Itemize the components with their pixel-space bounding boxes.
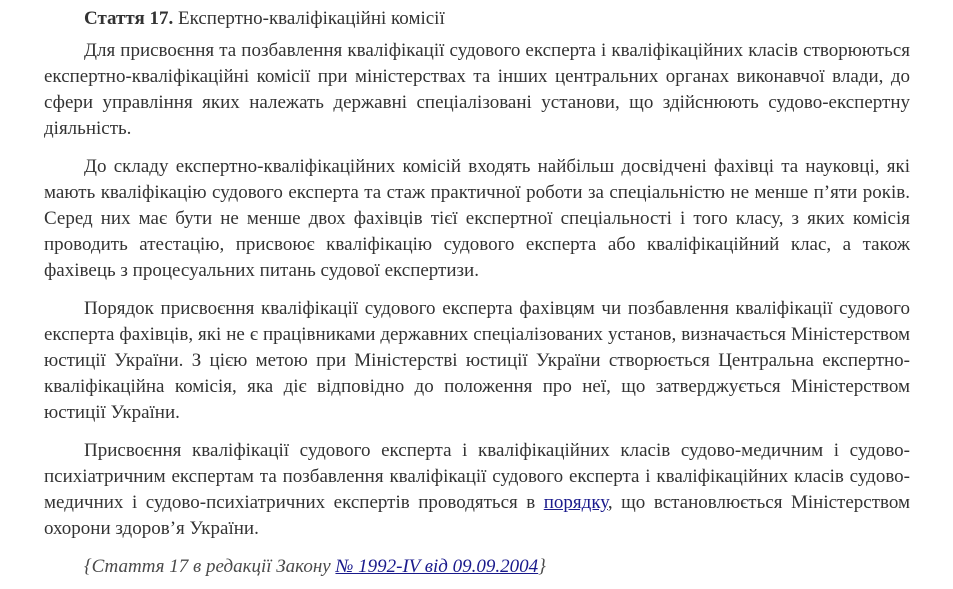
paragraph-4 [44,438,910,542]
paragraph-4-text-after: , що встановлюється Міністерством охорони здоров’я України. [44,492,911,539]
document-body [44,6,910,580]
editorial-note-prefix: {Стаття 17 в редакції Закону [84,556,336,577]
paragraph-4-text-before: Присвоєння кваліфікації судового експерта і кваліфікаційних класів судово-медичним і судово-психіатричним експертам та позбавлення кваліфікації судового експерта і кваліфікаційних класів судово-медичних і судово-психіатричних експертів проводяться в [44,440,910,513]
law-link[interactable]: № 1992-IV від 09.09.2004 [335,556,539,577]
paragraph-2: До складу експертно-кваліфікаційних комісій входять найбільш досвідчені фахівці та науковці, які мають кваліфікацію судового експерта та стаж практичної роботи за спеціальністю не менше п’яти років. Серед них має бути не менше двох фахівців тієї експертної спеціальності і того класу, з яких комісія проводить атестацію, присвоює кваліфікацію судового експерта або кваліфікаційний клас, а також фахівець з процесуальних питань судової експертизи. [44,156,910,281]
paragraph-3: Порядок присвоєння кваліфікації судового експерта фахівцям чи позбавлення кваліфікації судового експерта фахівців, які не є працівниками державних спеціалізованих установ, визначається Міністерством юстиції України. З цією метою при Міністерстві юстиції України створюється Центральна експертно-кваліфікаційна комісія, яка діє відповідно до положення про неї, що затверджується Міністерством юстиції України. [44,298,910,423]
paragraph-1: Для присвоєння та позбавлення кваліфікації судового експерта і кваліфікаційних класів створюються експертно-кваліфікаційні комісії при міністерствах та інших центральних органах виконавчої влади, до сфери управління яких належать державні спеціалізовані установи, що здійснюють судово-експертну діяльність. [44,40,910,139]
editorial-note [44,554,910,580]
article-number: Стаття 17. [84,8,174,29]
article-heading [44,6,910,32]
editorial-note-suffix: } [538,556,546,577]
article-title: Експертно-кваліфікаційні комісії [173,8,445,29]
procedure-link[interactable]: порядку [543,492,608,513]
